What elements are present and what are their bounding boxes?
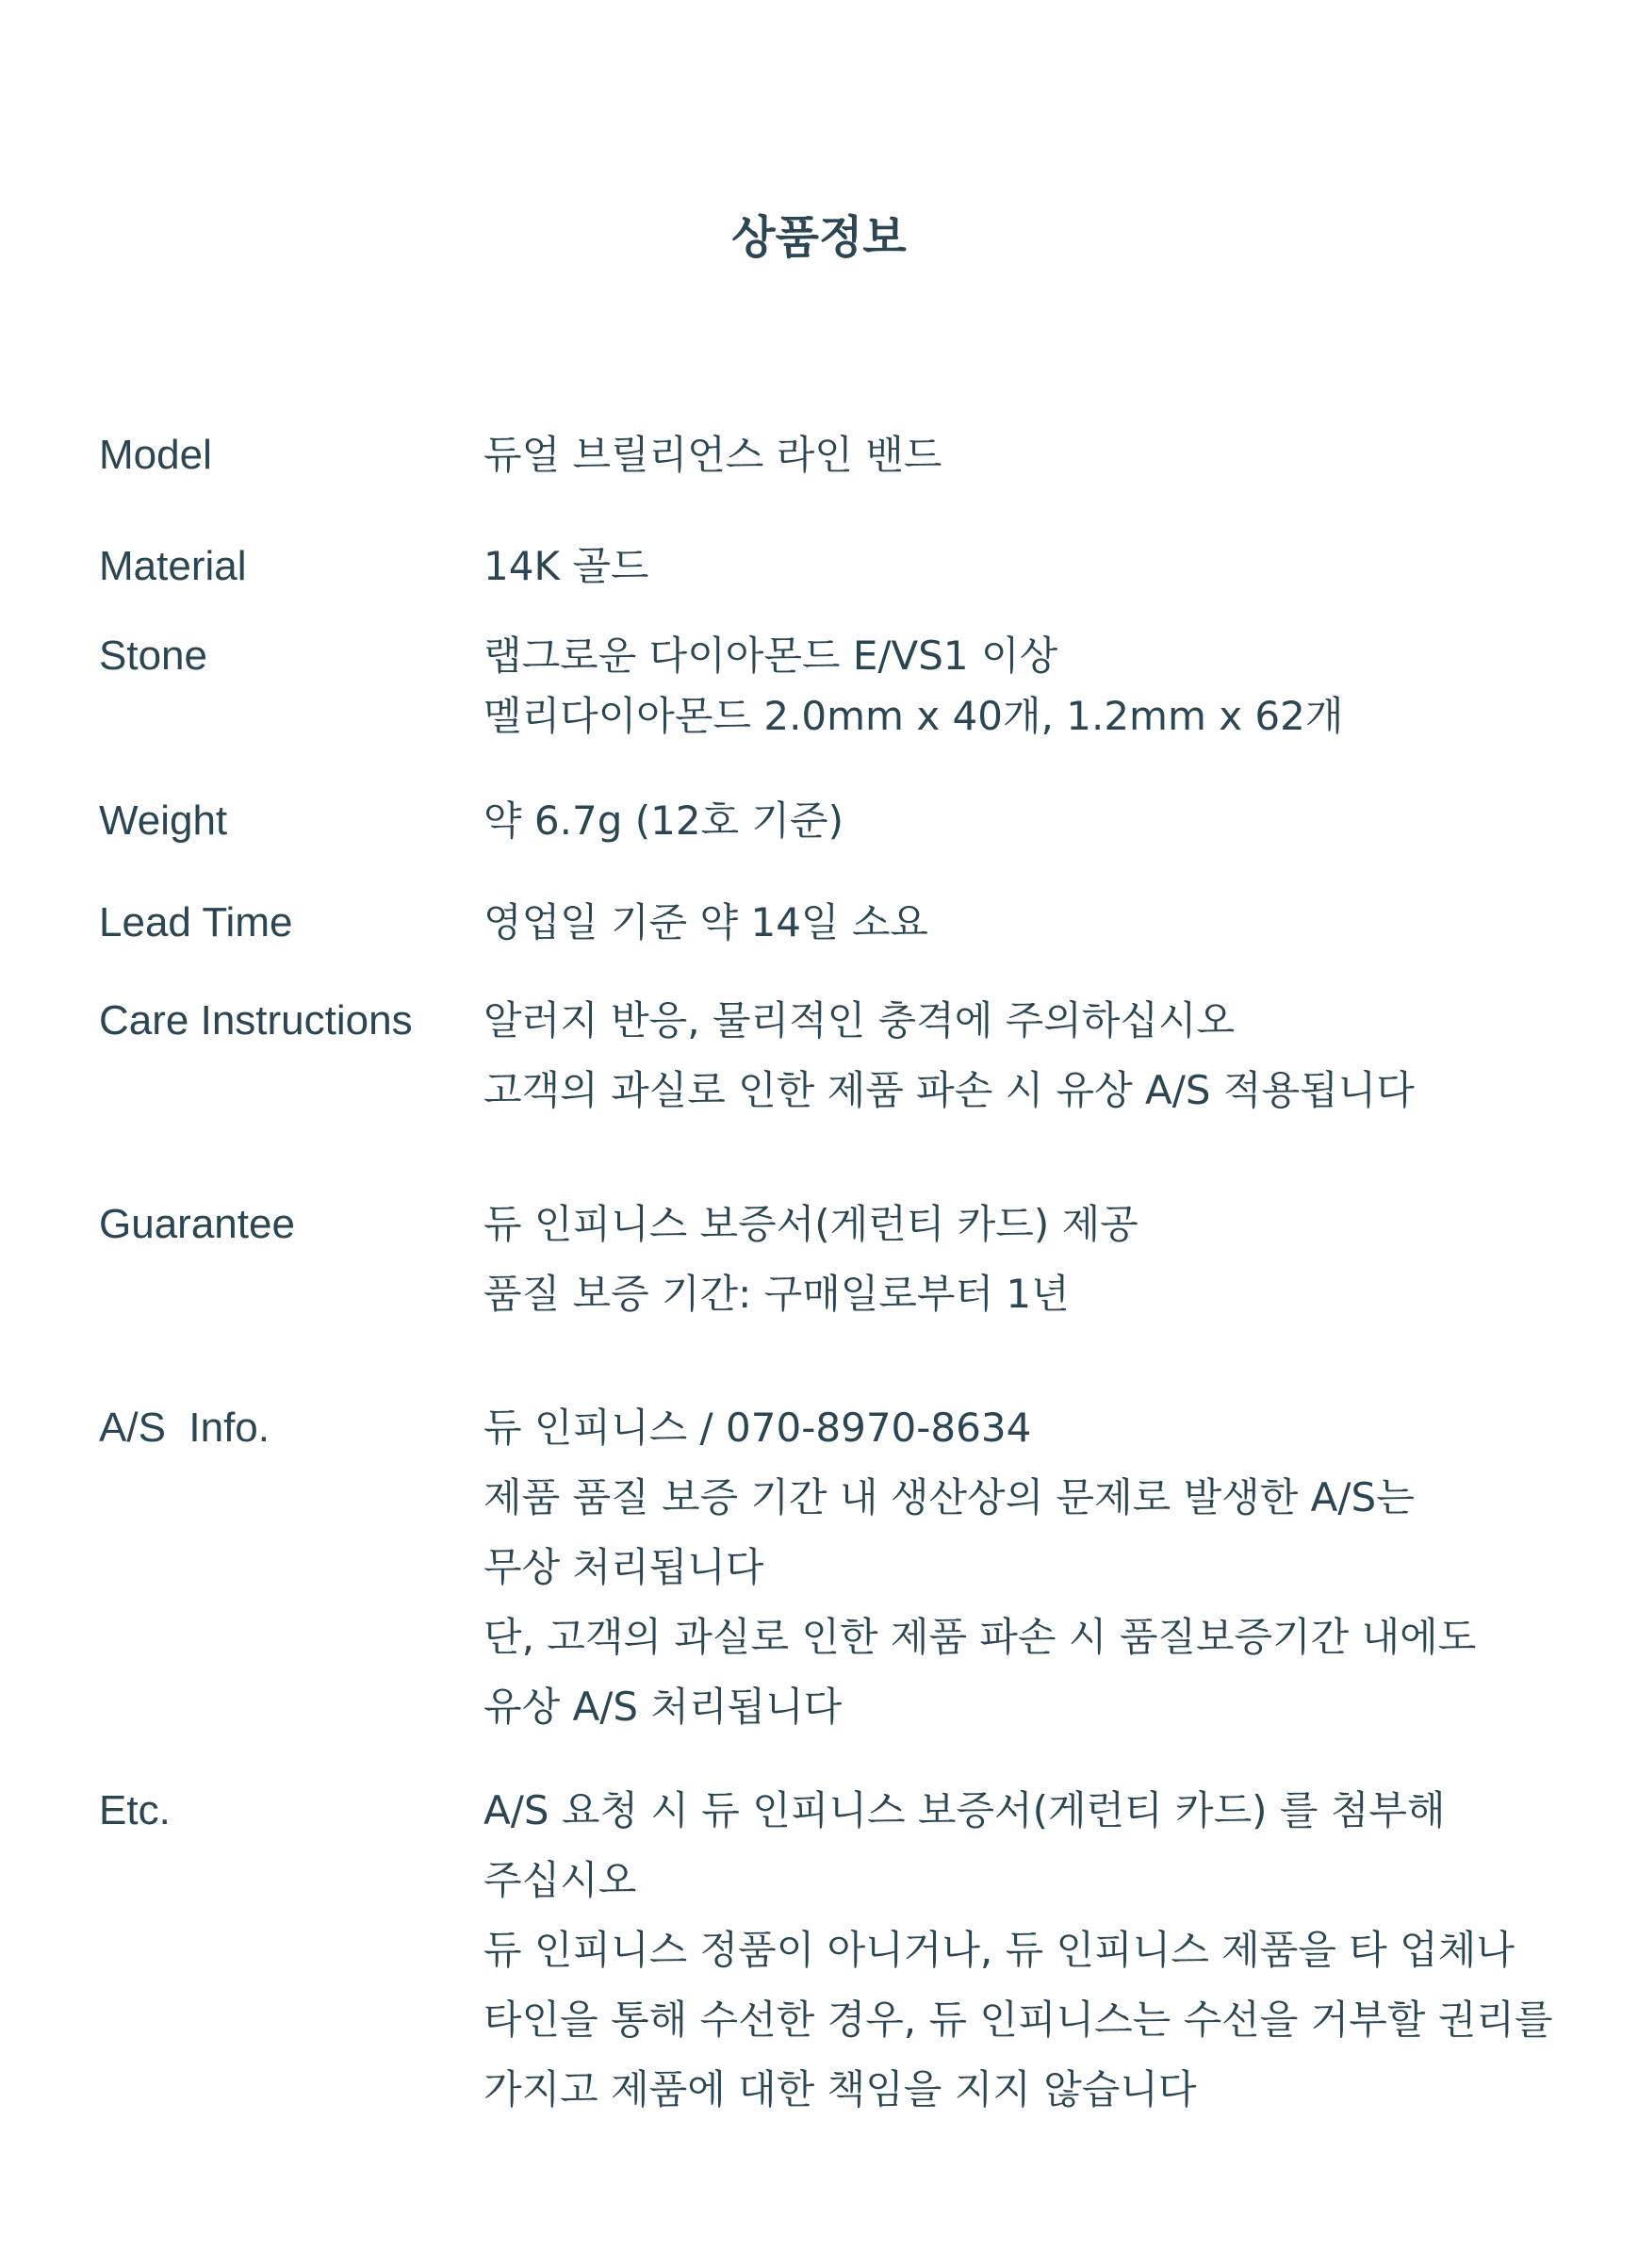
row-label: Model: [99, 432, 212, 478]
row-value: [483, 1784, 1552, 2116]
value-line: 고객의 과실로 인한 제품 파손 시 유상 A/S 적용됩니다: [483, 1067, 1415, 1113]
value-line: 품질 보증 기간: 구매일로부터 1년: [483, 1271, 1070, 1317]
row-label: Guarantee: [99, 1201, 295, 1247]
value-line: 약 6.7g (12호 기준): [483, 797, 844, 844]
row-value: [483, 1198, 1138, 1321]
value-line: 14K 골드: [483, 543, 649, 589]
value-line: 유상 A/S 처리됩니다: [483, 1684, 843, 1730]
row-label: Care Instructions: [99, 997, 413, 1044]
value-line: 단, 고객의 과실로 인한 제품 파손 시 품질보증기간 내에도: [483, 1614, 1477, 1660]
row-value: [483, 429, 942, 482]
value-line: 듀얼 브릴리언스 라인 밴드: [483, 432, 942, 478]
row-value: [483, 994, 1415, 1117]
row-label: A/S Info.: [99, 1405, 270, 1451]
row-label: Etc.: [99, 1787, 171, 1833]
row-value: [483, 795, 844, 847]
value-line: 영업일 기준 약 14일 소요: [483, 899, 928, 945]
row-value: [483, 540, 648, 593]
value-line: 타인을 통해 수선한 경우, 듀 인피니스는 수선을 거부할 권리를: [483, 1997, 1553, 2043]
row-value: [483, 896, 928, 949]
value-line: 무상 처리됩니다: [483, 1544, 764, 1590]
value-line: 듀 인피니스 정품이 아니거나, 듀 인피니스 제품을 타 업체나: [483, 1927, 1515, 1973]
row-value: [483, 630, 1343, 743]
value-line: 주십시오: [483, 1857, 637, 1903]
value-line: 랩그로운 다이아몬드 E/VS1 이상: [483, 633, 1058, 679]
value-line: 제품 품질 보증 기간 내 생산상의 문제로 발생한 A/S는: [483, 1474, 1415, 1520]
row-label: Material: [99, 543, 247, 589]
value-line: 듀 인피니스 보증서(게런티 카드) 제공: [483, 1201, 1138, 1247]
row-value: [483, 1402, 1476, 1734]
row-label: Stone: [99, 633, 207, 679]
row-label: Weight: [99, 797, 228, 844]
value-line: 멜리다이아몬드 2.0mm x 40개, 1.2mm x 62개: [483, 693, 1344, 739]
value-line: 가지고 제품에 대한 책임을 지지 않습니다: [483, 2066, 1197, 2112]
page-title: 상품정보: [731, 211, 907, 264]
value-line: A/S 요청 시 듀 인피니스 보증서(게런티 카드) 를 첨부해: [483, 1787, 1446, 1833]
value-line: 알러지 반응, 물리적인 충격에 주의하십시오: [483, 997, 1236, 1044]
row-label: Lead Time: [99, 899, 293, 945]
value-line: 듀 인피니스 / 070-8970-8634: [483, 1405, 1032, 1451]
